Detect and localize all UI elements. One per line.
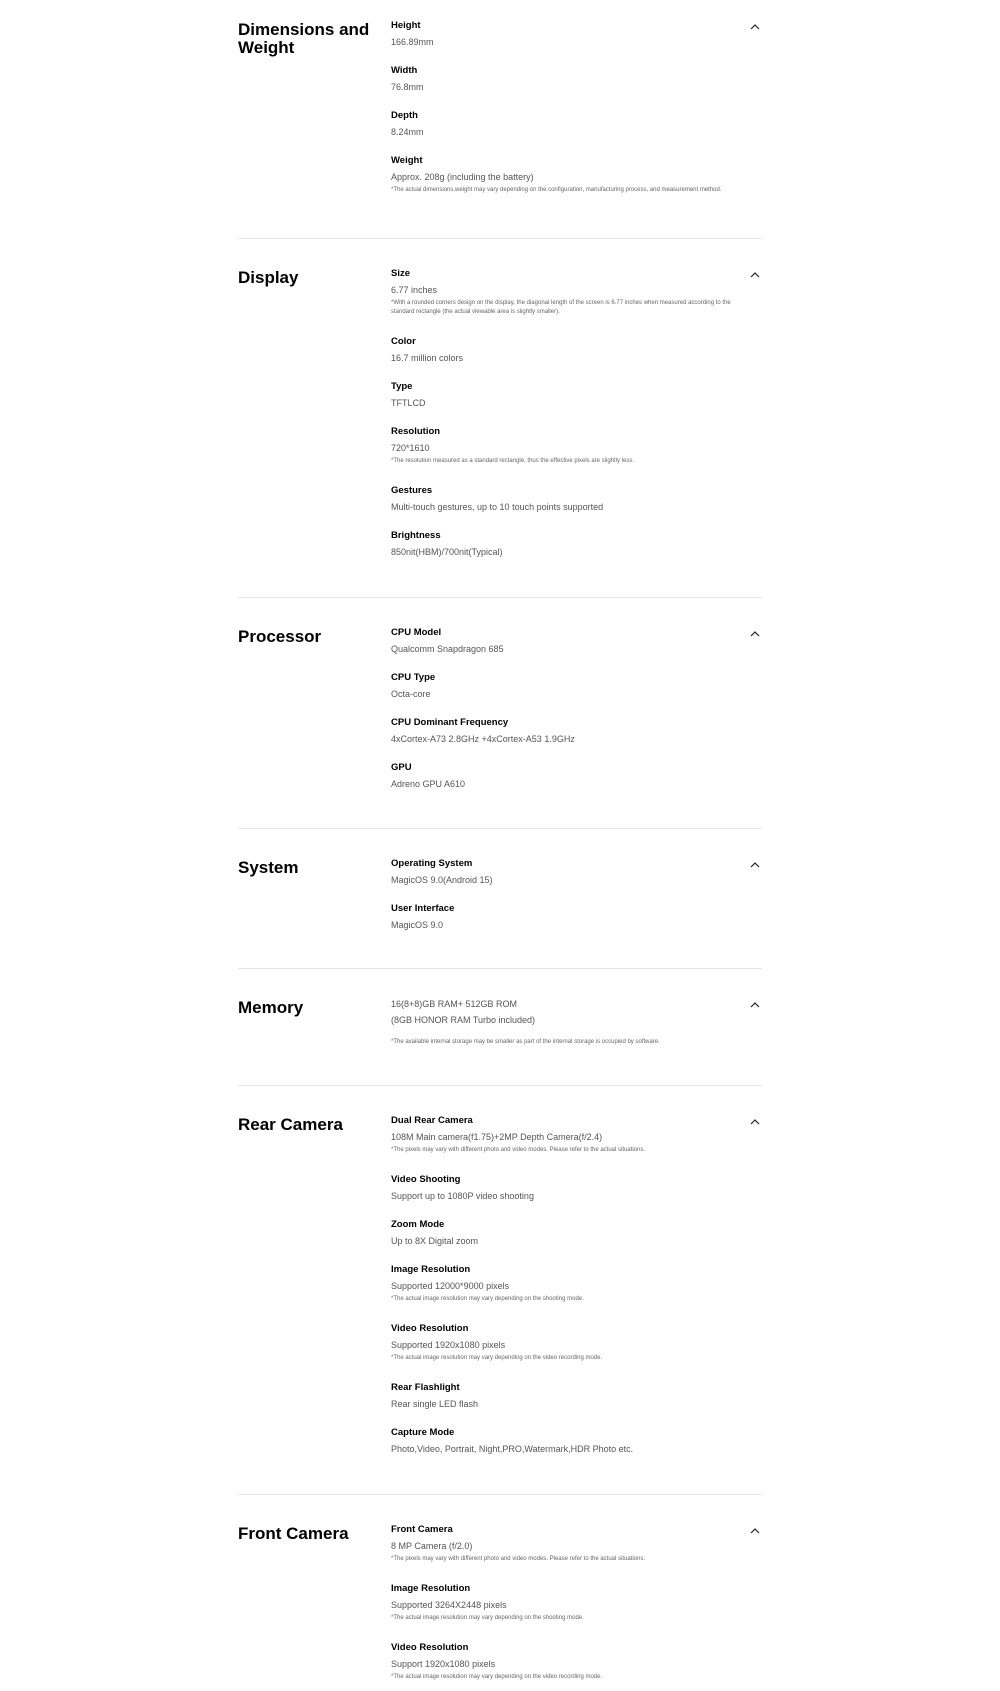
spec-note: *The resolution measured as a standard rectangle, thus the effective pixels are slightly less. bbox=[391, 458, 635, 464]
section-title-rear-camera: Rear Camera bbox=[238, 1115, 343, 1134]
spec-label: Video Resolution bbox=[391, 1642, 469, 1653]
section-title-system: System bbox=[238, 858, 299, 877]
spec-note: *The actual image resolution may vary depending on the video recording mode. bbox=[391, 1355, 603, 1361]
spec-label: Height bbox=[391, 20, 421, 31]
spec-note: *The available internal storage may be smaller as part of the internal storage is occupied by software. bbox=[391, 1039, 660, 1045]
chevron-up-icon[interactable] bbox=[748, 627, 762, 641]
spec-value: (8GB HONOR RAM Turbo included) bbox=[391, 1015, 536, 1025]
spec-value: MagicOS 9.0(Android 15) bbox=[391, 875, 493, 885]
spec-label: Width bbox=[391, 65, 418, 76]
spec-width bbox=[391, 65, 731, 93]
spec-value: 8.24mm bbox=[391, 127, 424, 137]
spec-user-interface bbox=[391, 903, 731, 931]
spec-operating-system bbox=[391, 858, 731, 886]
spec-front-camera bbox=[391, 1524, 731, 1564]
spec-label: GPU bbox=[391, 762, 412, 773]
spec-size bbox=[391, 268, 731, 317]
spec-value: 8 MP Camera (f/2.0) bbox=[391, 1541, 473, 1551]
spec-note: *The actual image resolution may vary depending on the video recording mode. bbox=[391, 1674, 603, 1680]
spec-value: 16(8+8)GB RAM+ 512GB ROM bbox=[391, 999, 518, 1009]
spec-gpu bbox=[391, 762, 731, 790]
spec-note: *The actual dimensions,weight may vary depending on the configuration, manufacturing process, and measurement method. bbox=[391, 187, 722, 193]
spec-capture-mode bbox=[391, 1427, 731, 1455]
spec-label: Dual Rear Camera bbox=[391, 1115, 473, 1126]
spec-note: *With a rounded corners design on the display, the diagonal length of the screen is 6.77 inches when measured according to the standard rectangle (the actual viewable area is slightly smaller). bbox=[391, 300, 731, 315]
spec-label: Resolution bbox=[391, 426, 441, 437]
spec-value: Qualcomm Snapdragon 685 bbox=[391, 644, 504, 654]
spec-value: 166.89mm bbox=[391, 37, 434, 47]
spec-value: Approx. 208g (including the battery) bbox=[391, 172, 534, 182]
spec-memory bbox=[391, 998, 731, 1047]
spec-type bbox=[391, 381, 731, 409]
spec-video-resolution bbox=[391, 1642, 731, 1682]
spec-label: Video Resolution bbox=[391, 1323, 469, 1334]
spec-value: Support up to 1080P video shooting bbox=[391, 1191, 534, 1201]
section-title-memory: Memory bbox=[238, 998, 304, 1017]
section-title-dimensions: Dimensions and Weight bbox=[238, 20, 370, 57]
spec-value: Photo,Video, Portrait, Night,PRO,Watermark,HDR Photo etc. bbox=[391, 1444, 634, 1454]
spec-dual-rear-camera bbox=[391, 1115, 731, 1155]
section-title-front-camera: Front Camera bbox=[238, 1524, 349, 1543]
spec-label: User Interface bbox=[391, 903, 455, 914]
spec-value: Multi-touch gestures, up to 10 touch points supported bbox=[391, 502, 604, 512]
spec-label: Operating System bbox=[391, 858, 473, 869]
spec-label: Type bbox=[391, 381, 413, 392]
spec-label: Video Shooting bbox=[391, 1174, 461, 1185]
spec-label: Brightness bbox=[391, 530, 441, 541]
spec-label: Depth bbox=[391, 110, 418, 121]
spec-value: TFTLCD bbox=[391, 398, 426, 408]
spec-color bbox=[391, 336, 731, 364]
spec-image-resolution bbox=[391, 1583, 731, 1623]
spec-value: Octa-core bbox=[391, 689, 431, 699]
spec-note: *The actual image resolution may vary depending on the shooting mode. bbox=[391, 1615, 584, 1621]
spec-value: Up to 8X Digital zoom bbox=[391, 1236, 479, 1246]
spec-value: Supported 3264X2448 pixels bbox=[391, 1600, 507, 1610]
spec-image-resolution bbox=[391, 1264, 731, 1304]
section-divider bbox=[238, 597, 762, 598]
section-divider bbox=[238, 1494, 762, 1495]
spec-zoom-mode bbox=[391, 1219, 731, 1247]
spec-resolution bbox=[391, 426, 731, 466]
spec-depth bbox=[391, 110, 731, 138]
spec-label: Size bbox=[391, 268, 411, 279]
spec-note: *The pixels may vary with different photo and video modes. Please refer to the actual situations. bbox=[391, 1556, 646, 1562]
chevron-up-icon[interactable] bbox=[748, 998, 762, 1012]
spec-label: Zoom Mode bbox=[391, 1219, 445, 1230]
chevron-up-icon[interactable] bbox=[748, 1115, 762, 1129]
spec-value: 720*1610 bbox=[391, 443, 430, 453]
spec-video-resolution bbox=[391, 1323, 731, 1363]
spec-value: Adreno GPU A610 bbox=[391, 779, 466, 789]
spec-height bbox=[391, 20, 731, 48]
chevron-up-icon[interactable] bbox=[748, 268, 762, 282]
spec-note: *The pixels may vary with different photo and video modes. Please refer to the actual situations. bbox=[391, 1147, 646, 1153]
section-divider bbox=[238, 238, 762, 239]
spec-brightness bbox=[391, 530, 731, 558]
spec-rear-flashlight bbox=[391, 1382, 731, 1410]
spec-value: MagicOS 9.0 bbox=[391, 920, 444, 930]
spec-value: 4xCortex-A73 2.8GHz +4xCortex-A53 1.9GHz bbox=[391, 734, 575, 744]
section-divider bbox=[238, 968, 762, 969]
chevron-up-icon[interactable] bbox=[748, 858, 762, 872]
spec-weight bbox=[391, 155, 731, 195]
spec-value: 16.7 million colors bbox=[391, 353, 464, 363]
section-title-processor: Processor bbox=[238, 627, 322, 646]
spec-label: CPU Dominant Frequency bbox=[391, 717, 509, 728]
spec-value: 76.8mm bbox=[391, 82, 424, 92]
chevron-up-icon[interactable] bbox=[748, 1524, 762, 1538]
spec-gestures bbox=[391, 485, 731, 513]
spec-label: Rear Flashlight bbox=[391, 1382, 460, 1393]
spec-cpu-frequency bbox=[391, 717, 731, 745]
spec-video-shooting bbox=[391, 1174, 731, 1202]
spec-label: Image Resolution bbox=[391, 1264, 471, 1275]
spec-value: 108M Main camera(f1.75)+2MP Depth Camera(f/2.4) bbox=[391, 1132, 603, 1142]
spec-label: Gestures bbox=[391, 485, 433, 496]
spec-note: *The actual image resolution may vary depending on the shooting mode. bbox=[391, 1296, 584, 1302]
spec-value: 850nit(HBM)/700nit(Typical) bbox=[391, 547, 503, 557]
spec-label: Image Resolution bbox=[391, 1583, 471, 1594]
section-title-display: Display bbox=[238, 268, 299, 287]
spec-value: Supported 1920x1080 pixels bbox=[391, 1340, 506, 1350]
spec-label: CPU Model bbox=[391, 627, 442, 638]
spec-value: Supported 12000*9000 pixels bbox=[391, 1281, 510, 1291]
spec-value: Support 1920x1080 pixels bbox=[391, 1659, 496, 1669]
spec-label: Weight bbox=[391, 155, 423, 166]
spec-label: Color bbox=[391, 336, 416, 347]
chevron-up-icon[interactable] bbox=[748, 20, 762, 34]
spec-label: CPU Type bbox=[391, 672, 436, 683]
spec-label: Front Camera bbox=[391, 1524, 453, 1535]
spec-cpu-model bbox=[391, 627, 731, 655]
spec-cpu-type bbox=[391, 672, 731, 700]
spec-value: Rear single LED flash bbox=[391, 1399, 479, 1409]
spec-label: Capture Mode bbox=[391, 1427, 455, 1438]
spec-value: 6.77 inches bbox=[391, 285, 438, 295]
section-divider bbox=[238, 1085, 762, 1086]
section-divider bbox=[238, 828, 762, 829]
